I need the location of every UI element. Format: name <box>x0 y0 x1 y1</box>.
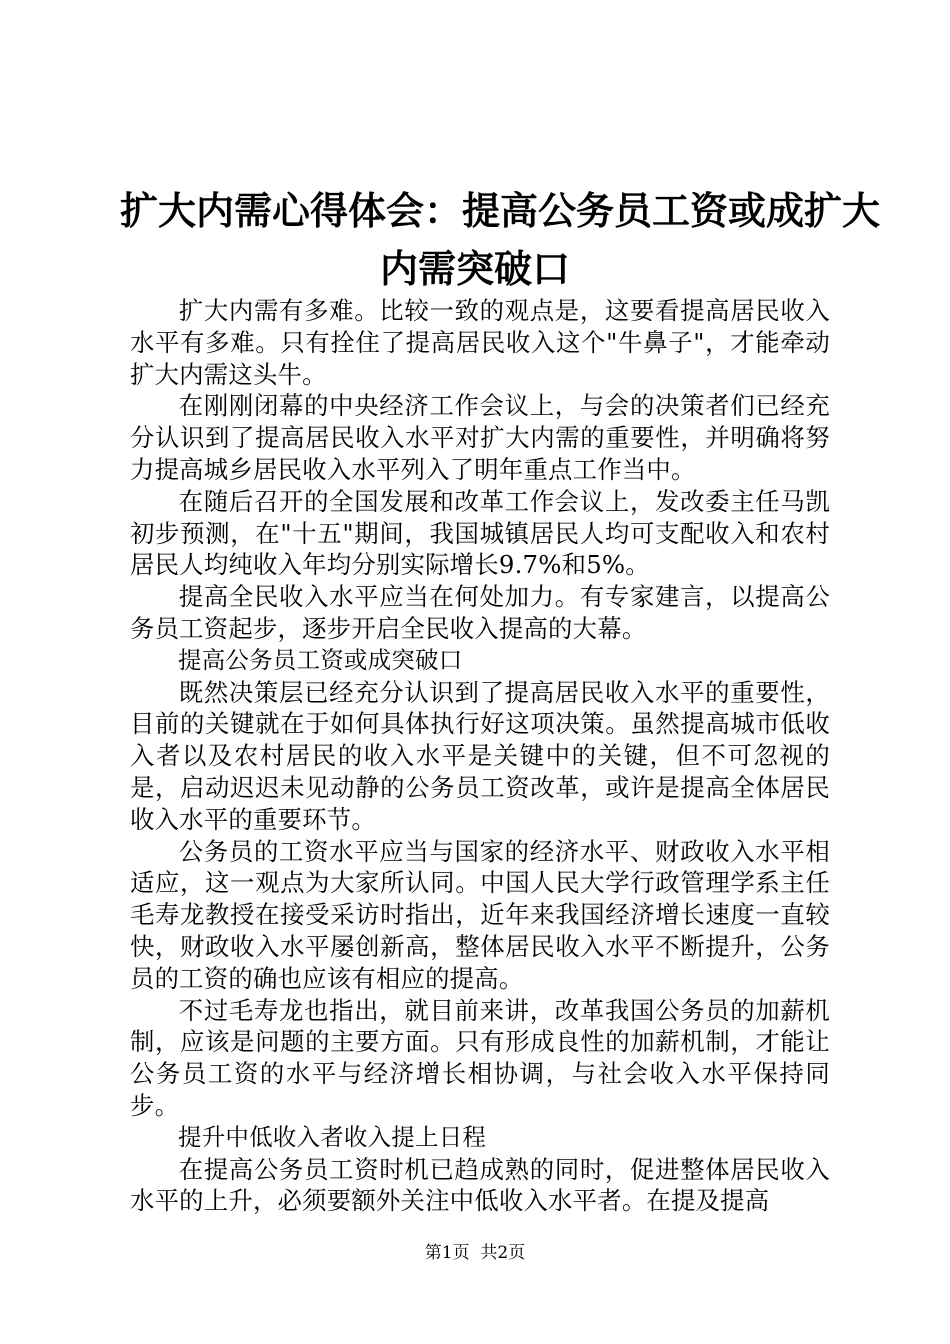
paragraph: 扩大内需有多难。比较一致的观点是，这要看提高居民收入水平有多难。只有拴住了提高居民收入这个"牛鼻子"，才能牵动扩大内需这头牛。 <box>130 296 830 389</box>
paragraph: 提高全民收入水平应当在何处加力。有专家建言，以提高公务员工资起步，逐步开启全民收入提高的大幕。 <box>130 582 830 643</box>
paragraph: 不过毛寿龙也指出，就目前来讲，改革我国公务员的加薪机制，应该是问题的主要方面。只有形成良性的加薪机制，才能让公务员工资的水平与经济增长相协调，与社会收入水平保持同步。 <box>130 995 830 1120</box>
document-title-line-1: 扩大内需心得体会：提高公务员工资或成扩大 <box>120 188 881 233</box>
paragraph: 既然决策层已经充分认识到了提高居民收入水平的重要性，目前的关键就在于如何具体执行好这项决策。虽然提高城市低收入者以及农村居民的收入水平是关键中的关键，但不可忽视的是，启动迟迟未见动静的公务员工资改革，或许是提高全体居民收入水平的重要环节。 <box>130 677 830 834</box>
page-footer: 第1页 共2页 <box>424 1243 526 1263</box>
section-heading: 提高公务员工资或成突破口 <box>178 645 463 674</box>
paragraph: 公务员的工资水平应当与国家的经济水平、财政收入水平相适应，这一观点为大家所认同。中国人民大学行政管理学系主任毛寿龙教授在接受采访时指出，近年来我国经济增长速度一直较快，财政收入水平屡创新高，整体居民收入水平不断提升，公务员的工资的确也应该有相应的提高。 <box>130 836 830 993</box>
document-title-line-2: 内需突破口 <box>379 246 570 291</box>
document-body <box>130 295 830 1217</box>
paragraph: 在提高公务员工资时机已趋成熟的同时，促进整体居民收入水平的上升，必须要额外关注中低收入水平者。在提及提高 <box>130 1154 830 1216</box>
paragraph: 在随后召开的全国发展和改革工作会议上，发改委主任马凯初步预测，在"十五"期间，我国城镇居民人均可支配收入和农村居民人均纯收入年均分别实际增长9.7%和5%。 <box>130 486 830 580</box>
section-heading: 提升中低收入者收入提上日程 <box>178 1122 487 1151</box>
paragraph: 在刚刚闭幕的中央经济工作会议上，与会的决策者们已经充分认识到了提高居民收入水平对扩大内需的重要性，并明确将努力提高城乡居民收入水平列入了明年重点工作当中。 <box>130 391 830 484</box>
